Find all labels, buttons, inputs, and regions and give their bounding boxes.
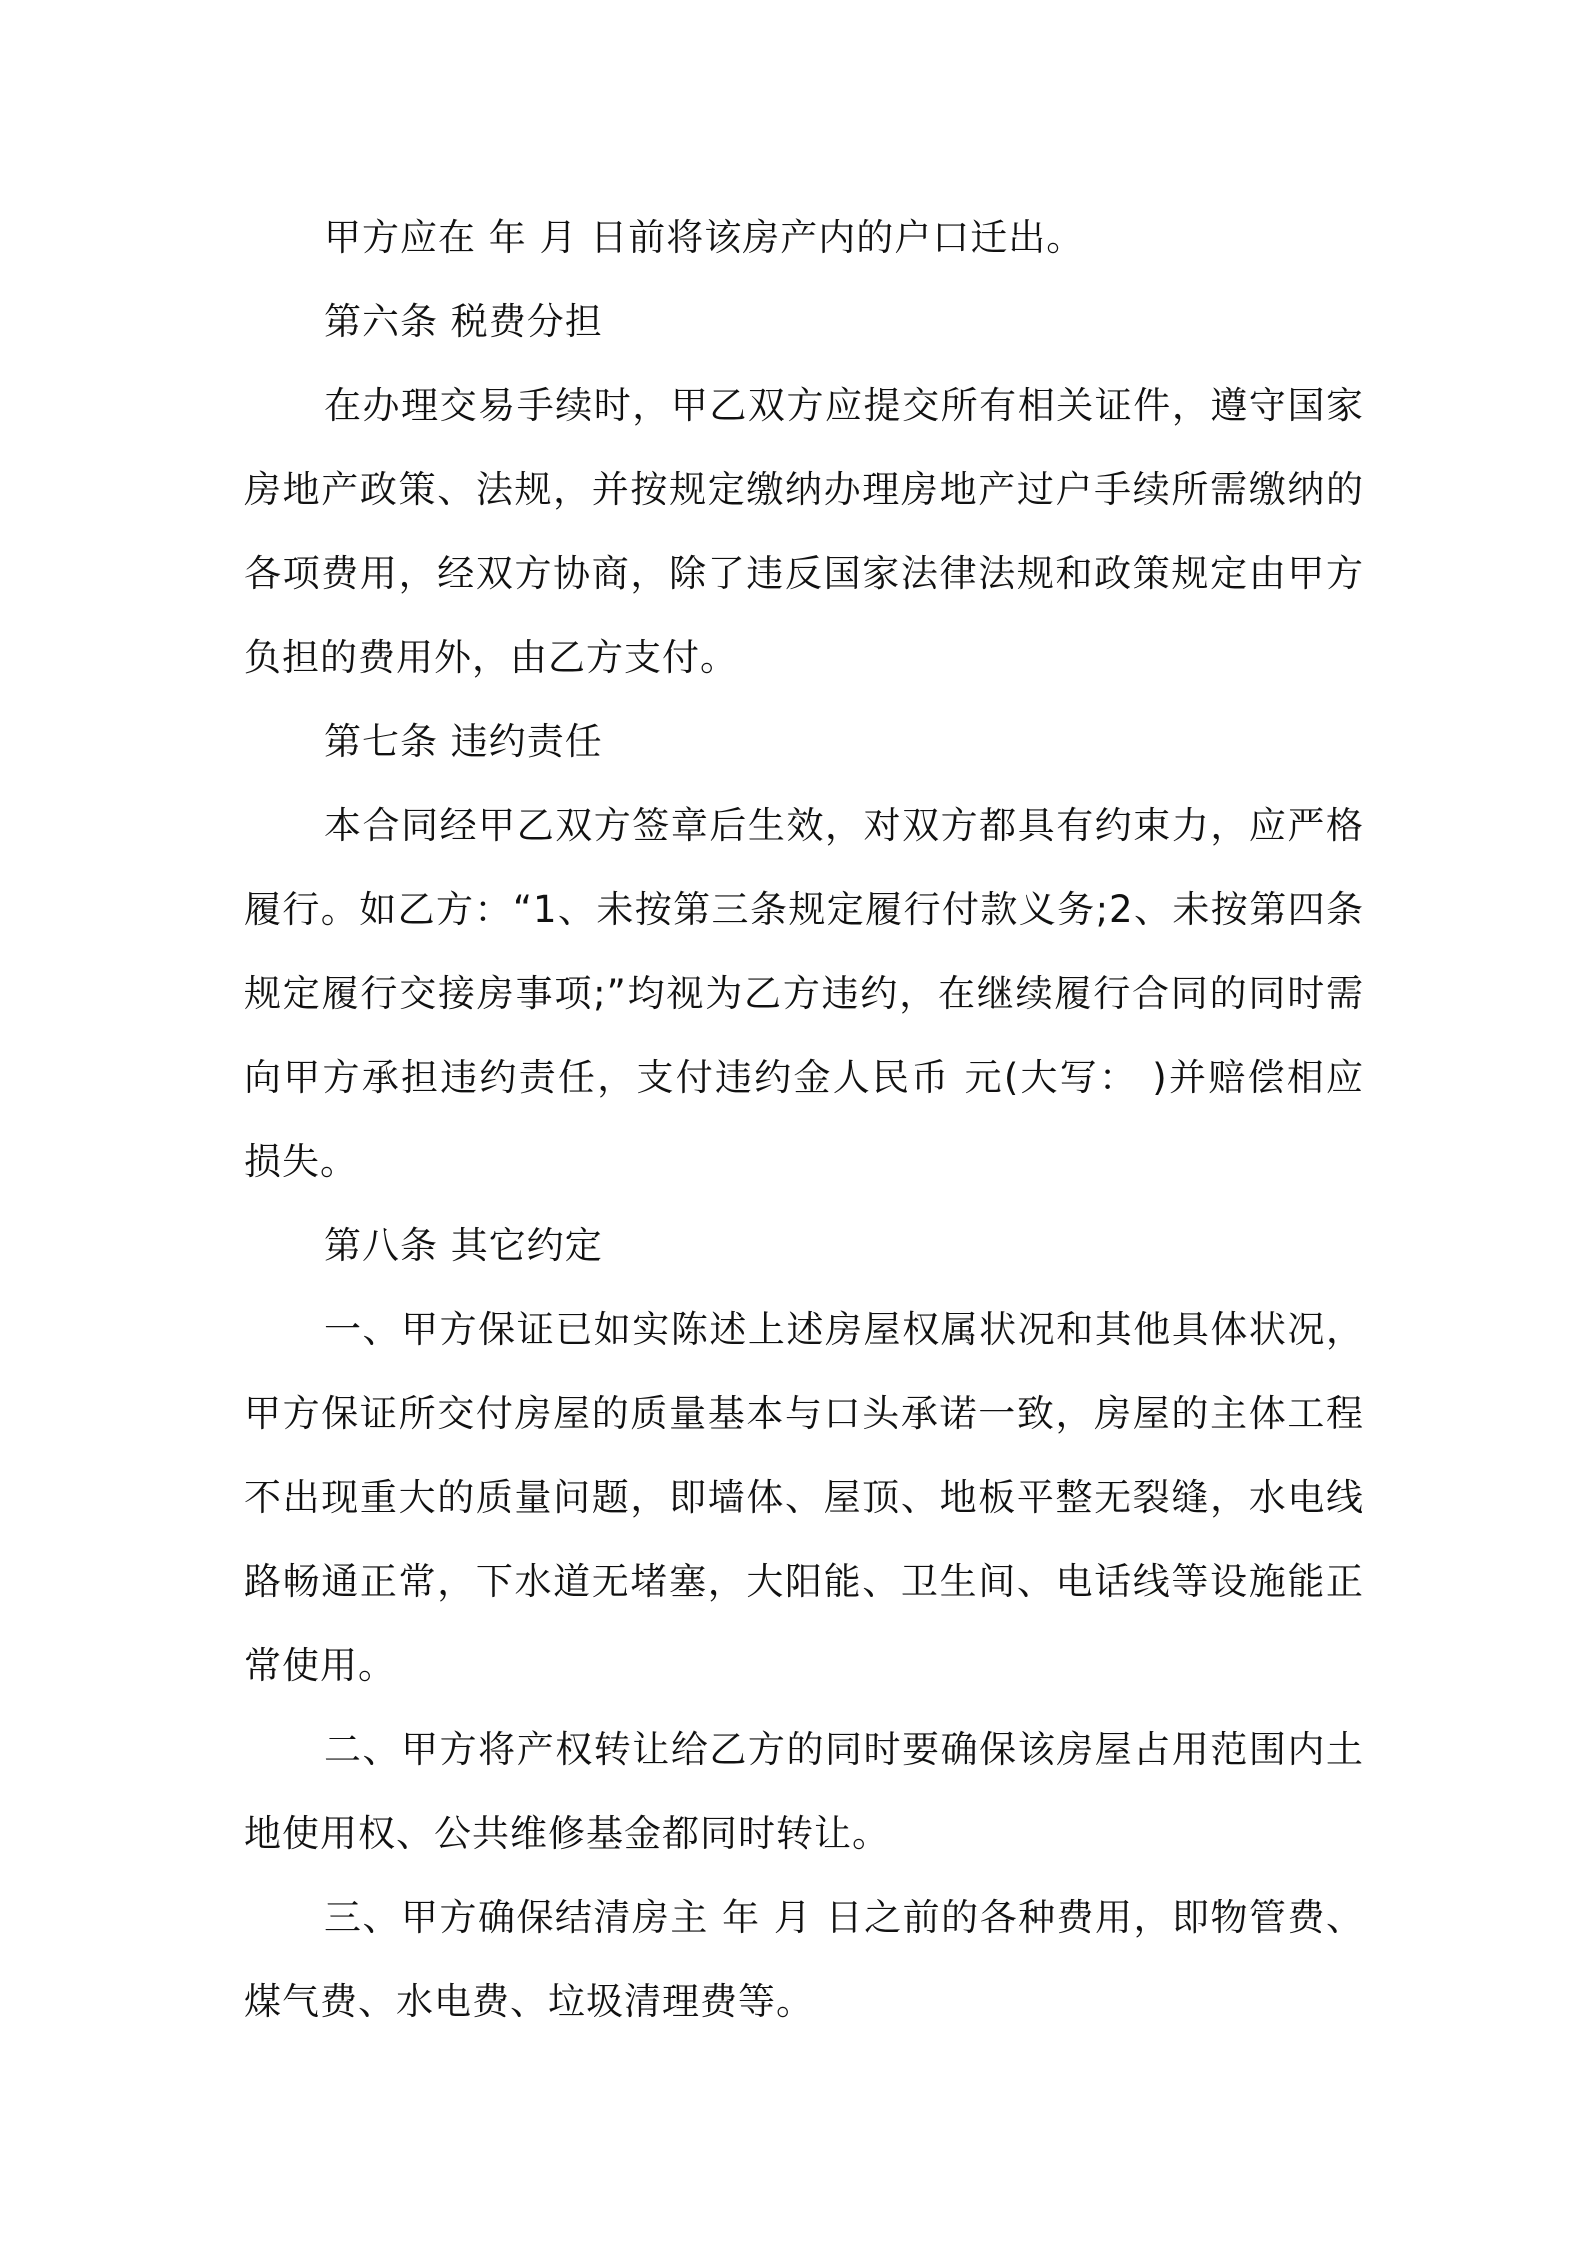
article-8-clause-2: 二、甲方将产权转让给乙方的同时要确保该房屋占用范围内土地使用权、公共维修基金都同时转让。 [244,1728,1364,1855]
article-6-paragraph: 在办理交易手续时，甲乙双方应提交所有相关证件，遵守国家房地产政策、法规，并按规定缴纳办理房地产过户手续所需缴纳的各项费用，经双方协商，除了违反国家法律法规和政策规定由甲方负担的费用外，由乙方支付。 [244,384,1364,679]
article-8-clause-1: 一、甲方保证已如实陈述上述房屋权属状况和其他具体状况，甲方保证所交付房屋的质量基本与口头承诺一致，房屋的主体工程不出现重大的质量问题，即墙体、屋顶、地板平整无裂缝，水电线路畅通正常，下水道无堵塞，大阳能、卫生间、电话线等设施能正常使用。 [244,1308,1364,1687]
article-8-heading: 第八条 其它约定 [324,1224,603,1267]
document-body [244,196,1364,2044]
article-7-paragraph: 本合同经甲乙双方签章后生效，对双方都具有约束力，应严格履行。如乙方：“1、未按第三条规定履行付款义务;2、未按第四条规定履行交接房事项;”均视为乙方违约，在继续履行合同的同时需向甲方承担违约责任，支付违约金人民币 元(大写： )并赔偿相应损失。 [244,804,1364,1183]
article-6-heading: 第六条 税费分担 [324,300,603,343]
article-7-heading: 第七条 违约责任 [324,720,603,763]
article-8-clause-3: 三、甲方确保结清房主 年 月 日之前的各种费用，即物管费、煤气费、水电费、垃圾清理费等。 [244,1896,1364,2023]
paragraph-household-registration: 甲方应在 年 月 日前将该房产内的户口迁出。 [324,216,1085,259]
